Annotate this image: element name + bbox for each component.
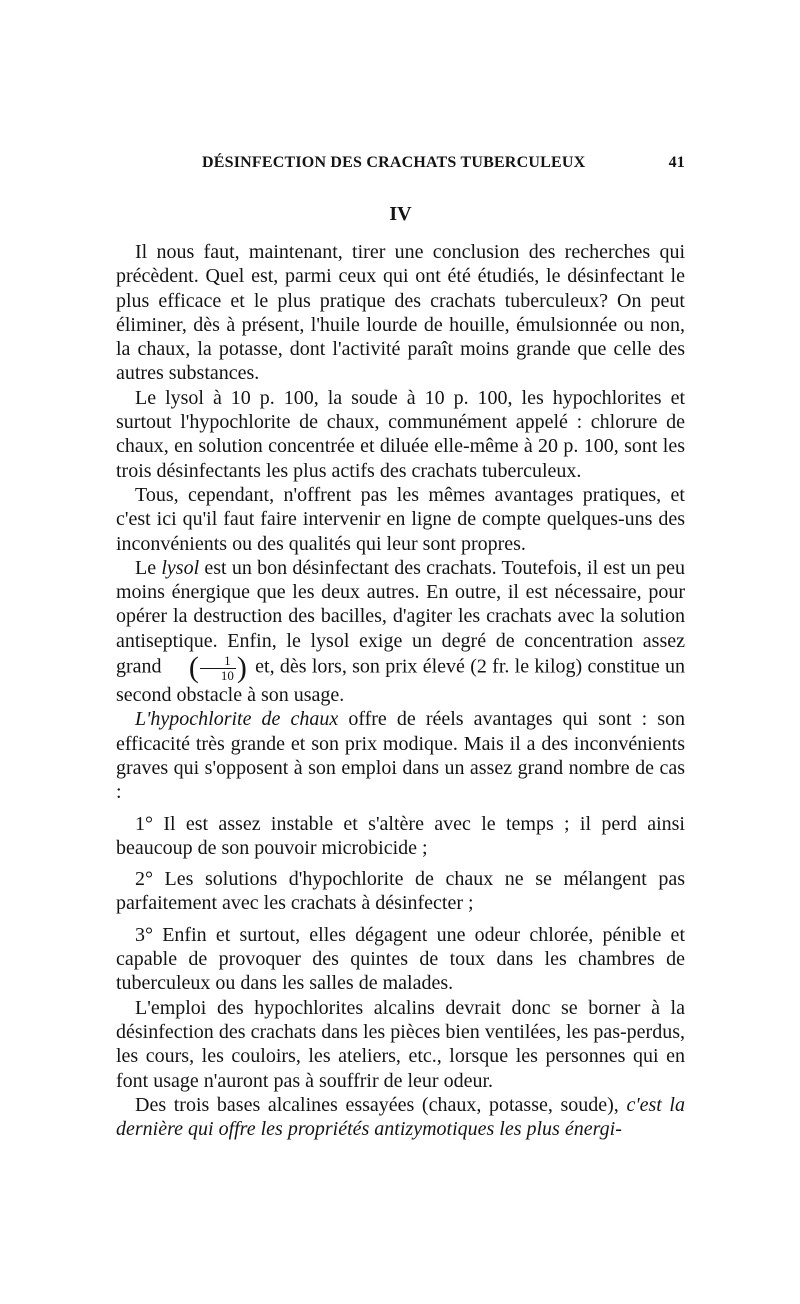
paragraph-lysol	[116, 556, 685, 707]
fraction-numerator: 1	[200, 654, 236, 669]
book-page	[116, 150, 685, 1141]
lysol-text-end: et, dès lors, son prix élevé (2 fr. le kilog) constitue un second obstacle à son usage.	[116, 655, 685, 707]
lysol-term: lysol	[161, 556, 200, 579]
paragraph-conclusion: Il nous faut, maintenant, tirer une conclusion des recherches qui précèdent. Quel est, parmi ceux qui ont été étudiés, le désinfectant le plus efficace et le plus pratique des crachats tuberculeux? On peut éliminer, dès à présent, l'huile lourde de houille, émulsionnée ou non, la chaux, la potasse, dont l'activité paraît moins grande que celle des autres substances.	[116, 241, 685, 385]
paragraph-hypochlorite	[116, 707, 685, 804]
page-number: 41	[668, 154, 685, 171]
section-heading: IV	[389, 203, 412, 225]
bases-italic-text: c'est la dernière qui offre les propriétés antizymotiques les plus énergi-	[116, 1093, 685, 1141]
lysol-text-mid: est un bon désinfectant des crachats. Toutefois, il est un peu moins énergique que les deux autres. En outre, il est nécessaire, pour opérer la destruction des bacilles, d'agiter les crachats avec la solution antiseptique. Enfin, le lysol exige un degré de concentration assez grand	[116, 556, 686, 678]
hypochlorite-text: offre de réels avantages qui sont : son efficacité très grande et son prix modique. Mais il a des inconvénients graves qui s'opposent à son emploi dans un assez grand nombre de cas :	[116, 708, 685, 804]
paragraph-usage: L'emploi des hypochlorites alcalins devrait donc se borner à la désinfection des crachats dans les pièces bien ventilées, les pas-perdus, les cours, les couloirs, les ateliers, etc., lorsque les personnes qui en font usage n'auront pas à souffrir de leur odeur.	[116, 996, 685, 1092]
body-text	[116, 240, 685, 1141]
fraction-denominator: 10	[220, 667, 234, 683]
list-item-1: 1° Il est assez instable et s'altère avec le temps ; il perd ainsi beaucoup de son pouvoir microbicide ;	[116, 812, 685, 859]
paragraph-bases	[116, 1093, 685, 1142]
list-item-3: 3° Enfin et surtout, elles dégagent une odeur chlorée, pénible et capable de provoquer des quintes de toux dans les chambres de tuberculeux ou dans les salles de malades.	[116, 923, 685, 995]
bases-text: Des trois bases alcalines essayées (chaux, potasse, soude),	[135, 1093, 627, 1116]
lysol-text-start: Le	[135, 556, 162, 579]
hypochlorite-term: L'hypochlorite de chaux	[135, 708, 339, 731]
fraction: ( $\frac{1}{10}$ )	[188, 651, 247, 685]
running-head	[116, 150, 685, 176]
paragraph-most-active: Le lysol à 10 p. 100, la soude à 10 p. 100, les hypochlorites et surtout l'hypochlorite de chaux, communément appelé : chlorure de chaux, en solution concentrée et diluée elle-même à 20 p. 100, sont les trois désinfectants les plus actifs des crachats tuberculeux.	[116, 386, 685, 482]
list-item-2: 2° Les solutions d'hypochlorite de chaux ne se mélangent pas parfaitement avec les crachats à désinfecter ;	[116, 868, 685, 915]
running-title: DÉSINFECTION DES CRACHATS TUBERCULEUX	[202, 154, 586, 171]
paragraph-practical: Tous, cependant, n'offrent pas les mêmes avantages pratiques, et c'est ici qu'il faut faire intervenir en ligne de compte quelques-uns des inconvénients ou des qualités qui leur sont propres.	[116, 483, 685, 555]
